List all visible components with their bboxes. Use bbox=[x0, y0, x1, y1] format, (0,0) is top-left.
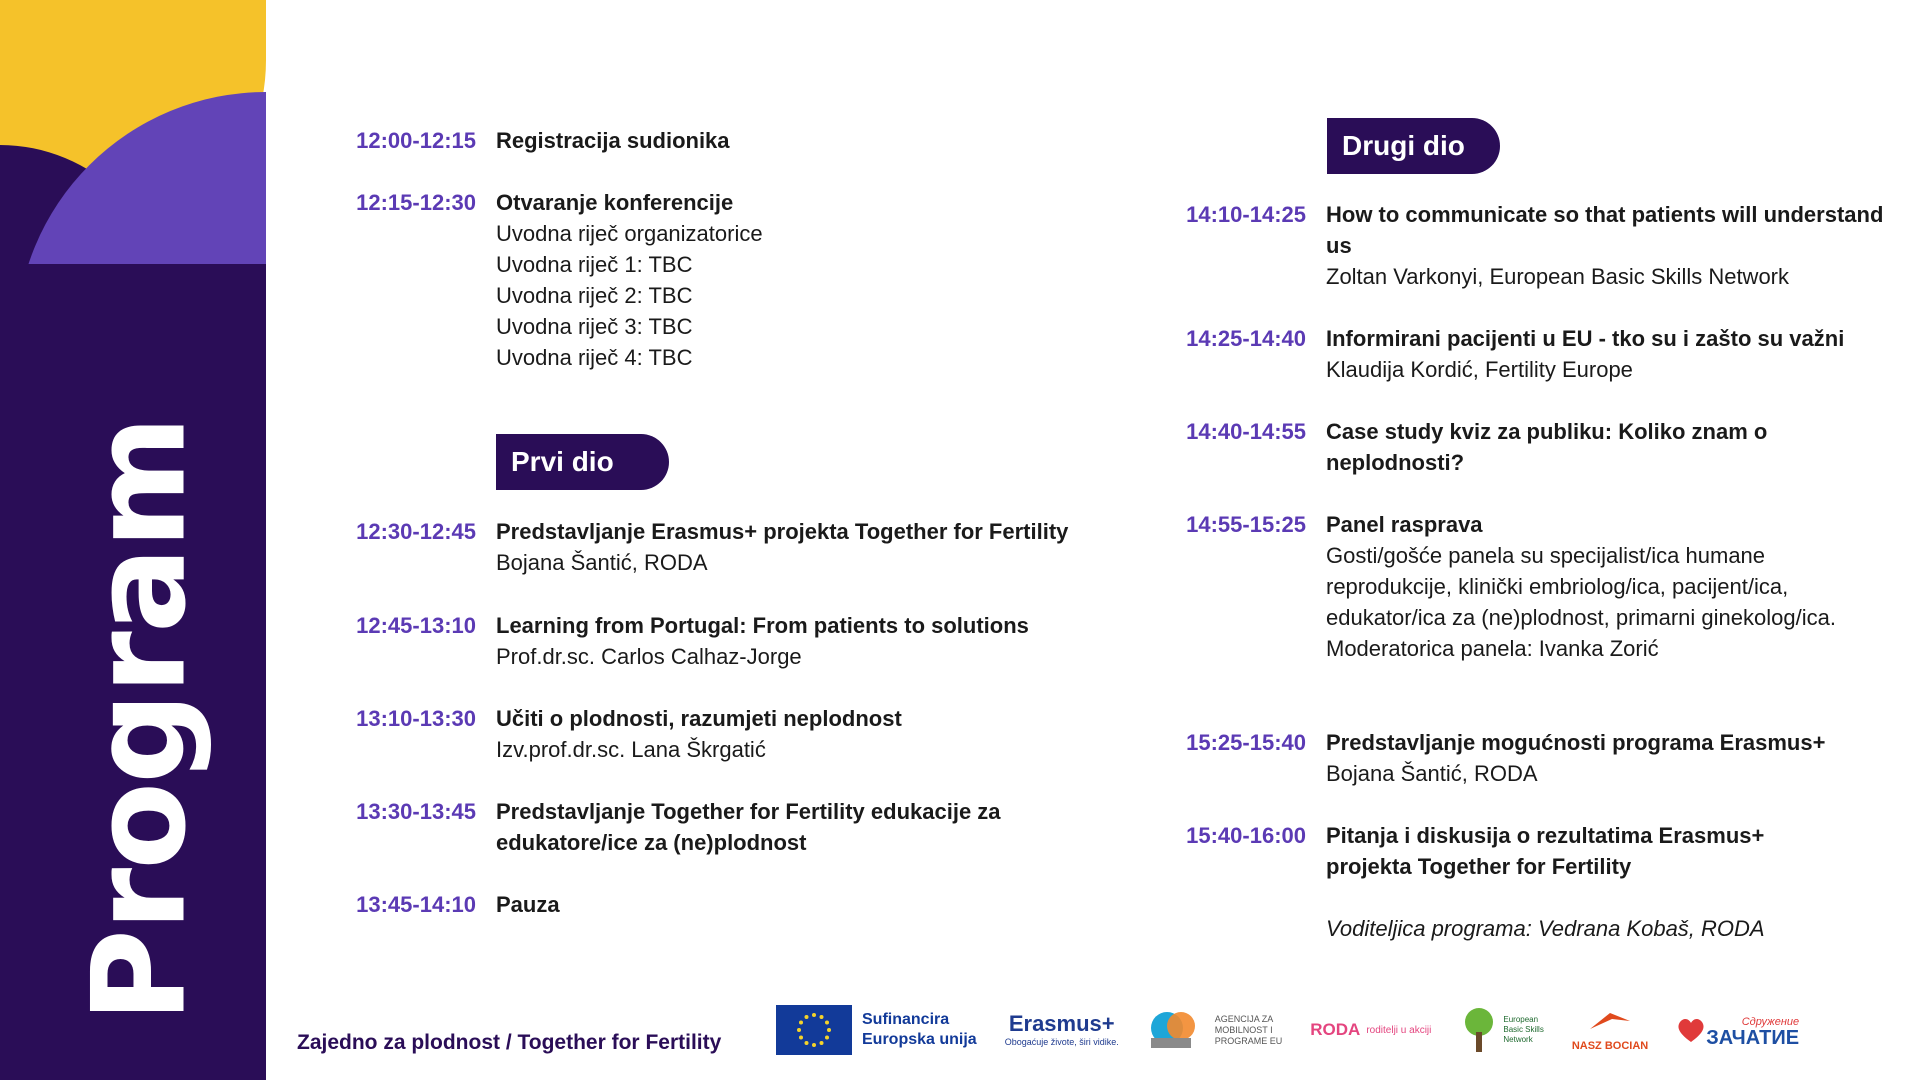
item-title: Learning from Portugal: From patients to solutions bbox=[496, 613, 1029, 638]
time-slot: 12:15-12:30 bbox=[356, 190, 476, 215]
time-slot: 13:45-14:10 bbox=[356, 892, 476, 917]
time-slot: 14:25-14:40 bbox=[1186, 326, 1306, 351]
program-title: Program bbox=[65, 417, 215, 1023]
agency-line3: PROGRAME EU bbox=[1214, 1035, 1283, 1046]
item-line: Uvodna riječ 1: TBC bbox=[496, 252, 693, 277]
item-title: Panel rasprava bbox=[1326, 512, 1483, 537]
time-slot: 13:30-13:45 bbox=[356, 799, 476, 824]
item-line: Uvodna riječ organizatorice bbox=[496, 221, 763, 246]
time-slot: 14:55-15:25 bbox=[1186, 512, 1306, 537]
erasmus-logo bbox=[1005, 1012, 1119, 1048]
zachatie-logo bbox=[1676, 1014, 1800, 1049]
item-title: Učiti o plodnosti, razumjeti neplodnost bbox=[496, 706, 902, 731]
roda-tagline: roditelji u akciji bbox=[1366, 1024, 1432, 1036]
agenda-item bbox=[286, 703, 1116, 765]
section-pill-part2: Drugi dio bbox=[1327, 118, 1500, 174]
eu-flag-icon bbox=[776, 1005, 852, 1055]
item-title: Pitanja i diskusija o rezultatima Erasmus+ projekta Together for Fertility bbox=[1326, 823, 1765, 879]
item-title: Predstavljanje Together for Fertility edukacije za edukatore/ice za (ne)plodnost bbox=[496, 799, 1001, 855]
eu-line2: Europska unija bbox=[862, 1031, 977, 1048]
partner-logos bbox=[776, 1000, 1799, 1060]
agenda-item bbox=[1116, 820, 1846, 882]
zachatie-script: Сдружение bbox=[1741, 1016, 1800, 1028]
time-slot: 15:25-15:40 bbox=[1186, 730, 1306, 755]
item-title: How to communicate so that patients will understand us bbox=[1326, 202, 1884, 258]
agenda-item bbox=[1116, 323, 1916, 385]
item-line: Bojana Šantić, RODA bbox=[496, 550, 708, 575]
agenda-item bbox=[1116, 509, 1896, 664]
erasmus-tagline: Obogaćuje živote, širi vidike. bbox=[1004, 1037, 1119, 1047]
ebsn-line1: European bbox=[1503, 1015, 1539, 1024]
agenda-item bbox=[286, 610, 1116, 672]
time-slot: 14:40-14:55 bbox=[1186, 419, 1306, 444]
time-slot: 12:30-12:45 bbox=[356, 519, 476, 544]
agenda-item bbox=[286, 516, 1136, 578]
agenda-item bbox=[286, 889, 1116, 920]
item-title: Informirani pacijenti u EU - tko su i zašto su važni bbox=[1326, 326, 1845, 351]
agenda-item bbox=[1116, 727, 1916, 789]
time-slot: 15:40-16:00 bbox=[1186, 823, 1306, 848]
ebsn-logo bbox=[1459, 1006, 1543, 1054]
roda-logo bbox=[1310, 1020, 1431, 1040]
item-title: Predstavljanje mogućnosti programa Erasmus+ bbox=[1326, 730, 1826, 755]
item-line: Moderatorica panela: Ivanka Zorić bbox=[1326, 636, 1659, 661]
eu-logo bbox=[776, 1005, 977, 1055]
roda-name: RODA bbox=[1310, 1020, 1361, 1039]
time-slot: 14:10-14:25 bbox=[1186, 202, 1306, 227]
heart-icon bbox=[1676, 1016, 1706, 1044]
sidebar-decoration bbox=[0, 0, 266, 1080]
ebsn-line2: Basic Skills bbox=[1503, 1025, 1544, 1034]
item-line: Izv.prof.dr.sc. Lana Škrgatić bbox=[496, 737, 766, 762]
agenda-item bbox=[286, 187, 1116, 373]
item-line: Gosti/gošće panela su specijalist/ica humane reprodukcije, klinički embriolog/ica, pacijent/ica, edukator/ica za (ne)plodnost, primarni ginekolog/ica. bbox=[1326, 543, 1836, 630]
item-title: Otvaranje konferencije bbox=[496, 190, 734, 215]
item-line: Bojana Šantić, RODA bbox=[1326, 761, 1538, 786]
agenda-item bbox=[1116, 416, 1866, 478]
agency-line1: AGENCIJA ZA bbox=[1214, 1013, 1274, 1024]
agenda-item bbox=[286, 125, 1116, 156]
item-line: Zoltan Varkonyi, European Basic Skills Network bbox=[1326, 264, 1790, 289]
host-text: Voditeljica programa: Vedrana Kobaš, RODA bbox=[1326, 916, 1765, 941]
agenda-item bbox=[286, 796, 1086, 858]
agenda-item bbox=[1116, 199, 1886, 292]
item-line: Uvodna riječ 2: TBC bbox=[496, 283, 693, 308]
time-slot: 12:00-12:15 bbox=[356, 128, 476, 153]
eu-line1: Sufinancira bbox=[862, 1011, 950, 1028]
agency-mark-icon bbox=[1147, 1008, 1209, 1052]
section-pill-part1: Prvi dio bbox=[496, 434, 669, 490]
time-slot: 12:45-13:10 bbox=[356, 613, 476, 638]
agency-logo bbox=[1147, 1008, 1283, 1052]
stork-icon bbox=[1588, 1009, 1632, 1035]
item-line: Klaudija Kordić, Fertility Europe bbox=[1326, 357, 1633, 382]
ebsn-line3: Network bbox=[1503, 1035, 1533, 1044]
item-title: Case study kviz za publiku: Koliko znam o neplodnosti? bbox=[1326, 419, 1768, 475]
item-title: Registracija sudionika bbox=[496, 128, 730, 153]
footer-tagline: Zajedno za plodnost / Together for Fertility bbox=[297, 1031, 722, 1054]
tree-icon bbox=[1459, 1006, 1499, 1054]
agency-line2: MOBILNOST I bbox=[1214, 1024, 1273, 1035]
bocian-logo bbox=[1572, 1009, 1648, 1052]
erasmus-name: Erasmus+ bbox=[1008, 1011, 1115, 1036]
item-line: Prof.dr.sc. Carlos Calhaz-Jorge bbox=[496, 644, 802, 669]
host-line bbox=[1116, 913, 1920, 944]
time-slot: 13:10-13:30 bbox=[356, 706, 476, 731]
zachatie-name: ЗАЧАТИЕ bbox=[1706, 1027, 1800, 1049]
item-line: Uvodna riječ 3: TBC bbox=[496, 314, 693, 339]
item-line: Uvodna riječ 4: TBC bbox=[496, 345, 693, 370]
item-title: Predstavljanje Erasmus+ projekta Together for Fertility bbox=[496, 519, 1069, 544]
item-title: Pauza bbox=[496, 892, 560, 917]
bocian-name: NASZ BOCIAN bbox=[1571, 1039, 1649, 1052]
